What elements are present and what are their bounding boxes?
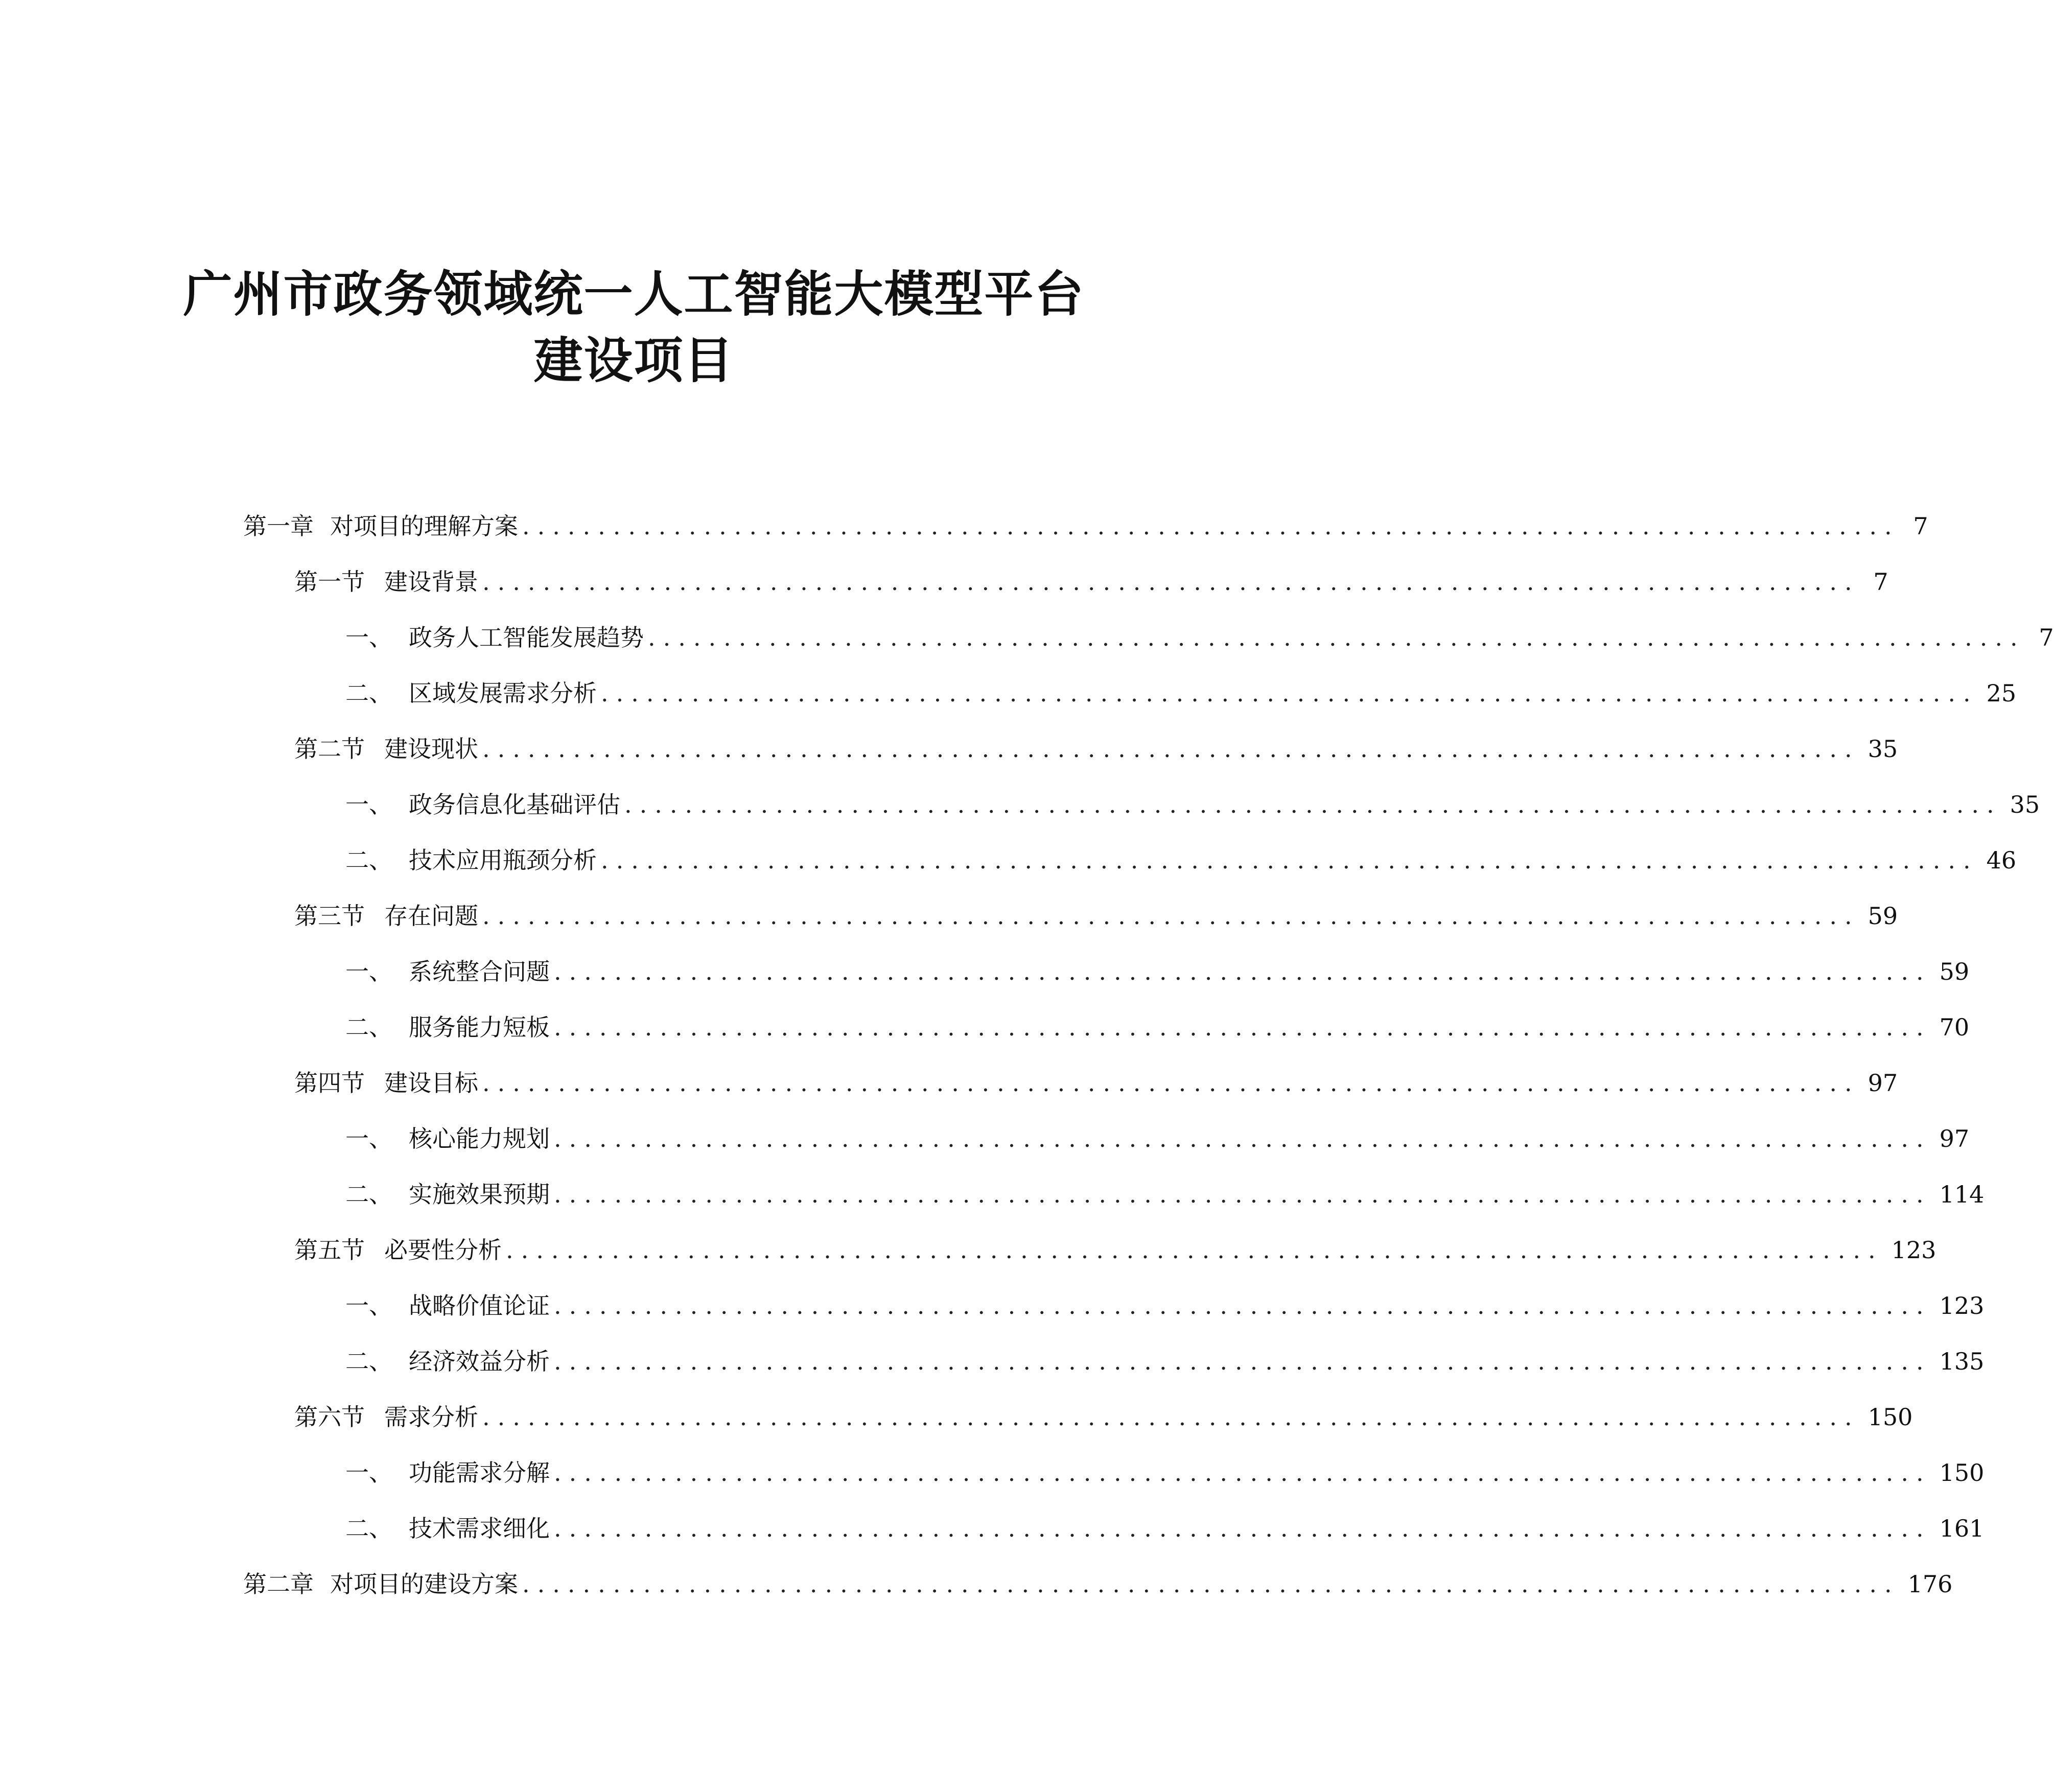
dot-leader: ........................................................................................... [482,568,1860,596]
toc-entry-label: 对项目的理解方案 [330,512,518,540]
toc-entry-subsection[interactable] [345,675,2017,711]
dot-leader: ........................................................................................... [648,624,2025,651]
dot-leader: ........................................................................................... [482,1069,1860,1097]
toc-entry-number: 一、 [345,958,392,985]
toc-entry-page-number: 176 [1907,1570,1953,1598]
toc-entry-page-number: 7 [2039,624,2054,651]
toc-entry-page-number: 46 [1986,846,2017,874]
toc-entry-number: 第二节 [294,735,365,763]
dot-leader: ........................................................................................... [554,958,1931,985]
toc-entry-number: 一、 [345,791,392,818]
toc-entry-label: 战略价值论证 [409,1292,550,1319]
toc-entry-chapter-1[interactable] [243,508,1928,544]
toc-entry-page-number: 161 [1939,1515,1985,1542]
toc-entry-section-1-5[interactable] [294,1232,1936,1268]
toc-entry-label: 存在问题 [384,902,478,930]
document-title-line-1: 广州市政务领域统一人工智能大模型平台 [183,266,1085,323]
dot-leader: ........................................................................................... [554,1125,1931,1152]
toc-entry-number: 一、 [345,1125,392,1152]
toc-entry-number: 一、 [345,624,392,651]
toc-entry-subsection[interactable] [345,842,2017,878]
toc-entry-label: 建设目标 [384,1069,478,1097]
toc-entry-label: 功能需求分解 [409,1459,550,1487]
toc-entry-number: 二、 [345,846,392,874]
toc-entry-page-number: 150 [1868,1403,1913,1431]
toc-entry-label: 技术需求细化 [409,1515,550,1542]
toc-entry-page-number: 35 [1868,735,1898,763]
toc-entry-page-number: 123 [1891,1236,1936,1264]
toc-entry-label: 实施效果预期 [409,1181,550,1208]
toc-entry-subsection[interactable] [345,1511,1985,1546]
toc-entry-label: 系统整合问题 [409,958,550,985]
toc-entry-page-number: 97 [1868,1069,1898,1097]
dot-leader: ........................................................................................... [601,846,1978,874]
dot-leader: ........................................................................................... [506,1236,1883,1264]
dot-leader: ........................................................................................... [554,1292,1931,1319]
toc-entry-subsection[interactable] [345,1343,1985,1379]
toc-entry-section-1-3[interactable] [294,898,1898,934]
toc-entry-number: 一、 [345,1292,392,1319]
document-title-line-2: 建设项目 [533,332,734,389]
toc-entry-section-1-1[interactable] [294,564,1888,600]
toc-entry-subsection[interactable] [345,1288,1985,1324]
toc-entry-number: 二、 [345,1181,392,1208]
toc-entry-subsection[interactable] [345,1121,1970,1157]
dot-leader: ........................................................................................... [522,512,1900,540]
toc-entry-label: 政务信息化基础评估 [409,791,620,818]
toc-entry-subsection[interactable] [345,954,1970,989]
toc-entry-subsection[interactable] [345,787,2040,822]
toc-entry-label: 建设背景 [384,568,478,596]
toc-entry-label: 经济效益分析 [409,1348,550,1375]
toc-entry-number: 第一章 [243,512,314,540]
toc-entry-number: 一、 [345,1459,392,1487]
toc-entry-number: 二、 [345,679,392,707]
toc-entry-number: 第三节 [294,902,365,930]
toc-entry-label: 服务能力短板 [409,1013,550,1041]
toc-entry-label: 核心能力规划 [409,1125,550,1152]
toc-entry-subsection[interactable] [345,1009,1970,1045]
toc-entry-section-1-6[interactable] [294,1399,1913,1435]
toc-entry-page-number: 135 [1939,1348,1985,1375]
toc-entry-subsection[interactable] [345,1176,1985,1212]
toc-entry-page-number: 70 [1939,1013,1970,1041]
toc-entry-page-number: 7 [1873,568,1888,596]
dot-leader: ........................................................................................... [554,1348,1931,1375]
toc-entry-page-number: 7 [1913,512,1928,540]
toc-entry-number: 第六节 [294,1403,365,1431]
toc-entry-page-number: 114 [1939,1181,1985,1208]
toc-entry-section-1-4[interactable] [294,1065,1898,1101]
toc-entry-number: 二、 [345,1348,392,1375]
toc-entry-page-number: 123 [1939,1292,1985,1319]
dot-leader: ........................................................................................... [554,1515,1931,1542]
toc-entry-number: 第四节 [294,1069,365,1097]
toc-entry-label: 对项目的建设方案 [330,1570,518,1598]
toc-entry-label: 需求分析 [384,1403,478,1431]
toc-entry-page-number: 97 [1939,1125,1970,1152]
dot-leader: ........................................................................................... [624,791,2002,818]
dot-leader: ........................................................................................... [554,1181,1931,1208]
dot-leader: ........................................................................................... [482,1403,1860,1431]
dot-leader: ........................................................................................... [554,1459,1931,1487]
dot-leader: ........................................................................................... [601,679,1978,707]
toc-entry-section-1-2[interactable] [294,731,1898,767]
toc-entry-number: 第一节 [294,568,365,596]
toc-entry-chapter-2[interactable] [243,1566,1953,1602]
toc-entry-page-number: 35 [2010,791,2040,818]
toc-entry-page-number: 59 [1868,902,1898,930]
toc-entry-subsection[interactable] [345,620,2054,655]
toc-entry-number: 第二章 [243,1570,314,1598]
toc-entry-number: 二、 [345,1013,392,1041]
toc-entry-label: 区域发展需求分析 [409,679,597,707]
toc-entry-page-number: 59 [1939,958,1970,985]
toc-entry-label: 政务人工智能发展趋势 [409,624,644,651]
toc-entry-number: 二、 [345,1515,392,1542]
toc-entry-subsection[interactable] [345,1455,1985,1491]
toc-entry-page-number: 25 [1986,679,2017,707]
toc-entry-page-number: 150 [1939,1459,1985,1487]
toc-entry-label: 必要性分析 [384,1236,502,1264]
toc-entry-label: 建设现状 [384,735,478,763]
dot-leader: ........................................................................................... [482,902,1860,930]
toc-entry-number: 第五节 [294,1236,365,1264]
dot-leader: ........................................................................................... [554,1013,1931,1041]
toc-entry-label: 技术应用瓶颈分析 [409,846,597,874]
dot-leader: ........................................................................................... [482,735,1860,763]
dot-leader: ........................................................................................... [522,1570,1900,1598]
